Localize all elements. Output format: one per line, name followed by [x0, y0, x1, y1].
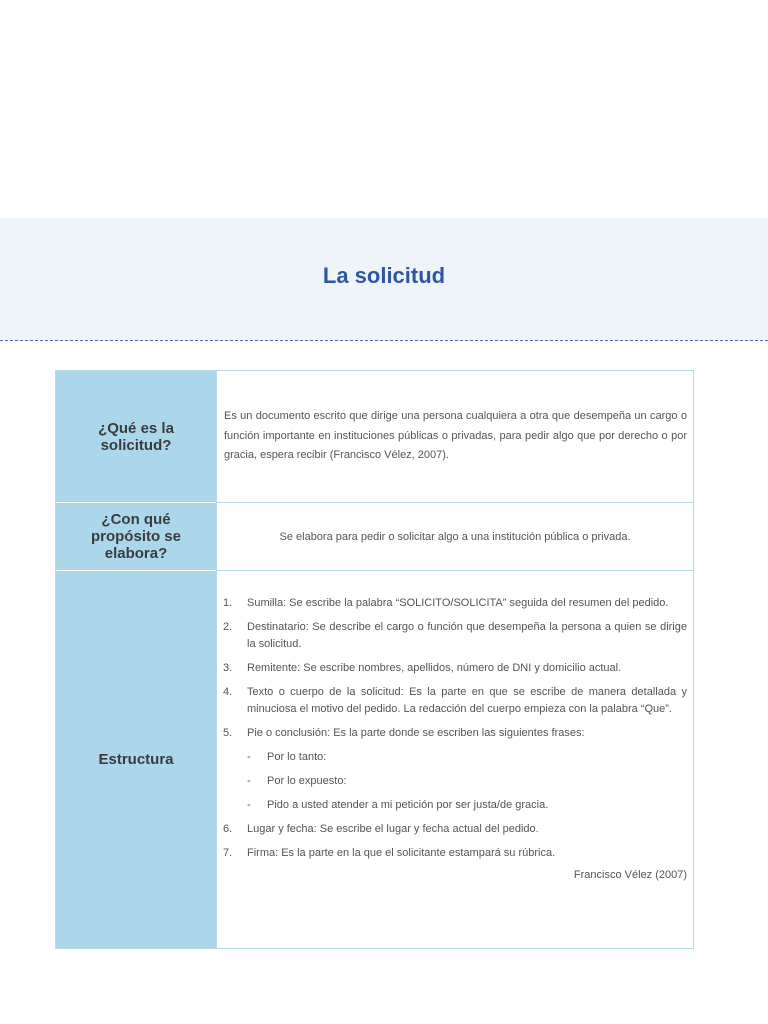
- page-title: La solicitud: [322, 263, 446, 288]
- row-heading-definition: ¿Qué es la solicitud?: [56, 371, 216, 503]
- step-text: Sumilla: Se escribe la palabra “SOLICITO/SOLICITA” seguida del resumen del pedido.: [247, 597, 669, 609]
- closing-phrase: [247, 749, 687, 766]
- info-table: [55, 370, 694, 949]
- structure-step: [223, 845, 687, 862]
- step-text: Texto o cuerpo de la solicitud: Es la parte en que se escribe de manera detallada y minuciosa el motivo del pedido. La redacción del cuerpo empieza con la palabra “Que”.: [247, 686, 687, 715]
- closing-phrase: [247, 797, 687, 814]
- row-cell-structure: [216, 571, 693, 948]
- step-number: 1.: [223, 597, 233, 609]
- phrase-text: Pido a usted atender a mi petición por ser justa/de gracia.: [267, 799, 549, 811]
- step-text: Firma: Es la parte en la que el solicitante estampará su rúbrica.: [247, 847, 556, 859]
- step-number: 4.: [223, 686, 233, 698]
- row-text-definition: Es un documento escrito que dirige una persona cualquiera a otra que desempeña un cargo o función importante en instituciones públicas o privadas, para pedir algo que por derecho o por gracia, espera recibir (Francisco Vélez, 2007).: [216, 371, 693, 503]
- structure-step: [223, 660, 687, 677]
- step-text: Lugar y fecha: Se escribe el lugar y fecha actual del pedido.: [247, 823, 539, 835]
- phrase-dash: -: [247, 751, 251, 763]
- step-number: 2.: [223, 621, 233, 633]
- source-citation: Francisco Vélez (2007): [573, 869, 687, 881]
- structure-steps-list: [223, 595, 687, 742]
- step-number: 3.: [223, 662, 233, 674]
- closing-phrases-list: [223, 749, 687, 814]
- closing-phrase: [247, 773, 687, 790]
- phrase-dash: -: [247, 775, 251, 787]
- step-text: Destinatario: Se describe el cargo o función que desempeña la persona a quien se dirige la solicitud.: [247, 621, 687, 650]
- structure-step: [223, 595, 687, 612]
- phrase-dash: -: [247, 799, 251, 811]
- step-number: 6.: [223, 823, 233, 835]
- structure-step: [223, 684, 687, 718]
- row-heading-structure: Estructura: [56, 571, 216, 948]
- phrase-text: Por lo tanto:: [267, 751, 327, 763]
- structure-steps-list-continued: [223, 821, 687, 862]
- structure-step: [223, 619, 687, 653]
- phrase-text: Por lo expuesto:: [267, 775, 347, 787]
- row-heading-purpose: ¿Con qué propósito se elabora?: [56, 503, 216, 571]
- row-cell-purpose: [216, 503, 693, 571]
- step-text: Pie o conclusión: Es la parte donde se escriben las siguientes frases:: [247, 727, 585, 739]
- step-text: Remitente: Se escribe nombres, apellidos, número de DNI y domicilio actual.: [247, 662, 622, 674]
- step-number: 7.: [223, 847, 233, 859]
- structure-step: [223, 725, 687, 742]
- row-text-purpose: Se elabora para pedir o solicitar algo a una institución pública o privada.: [279, 530, 631, 543]
- structure-step: [223, 821, 687, 838]
- step-number: 5.: [223, 727, 233, 739]
